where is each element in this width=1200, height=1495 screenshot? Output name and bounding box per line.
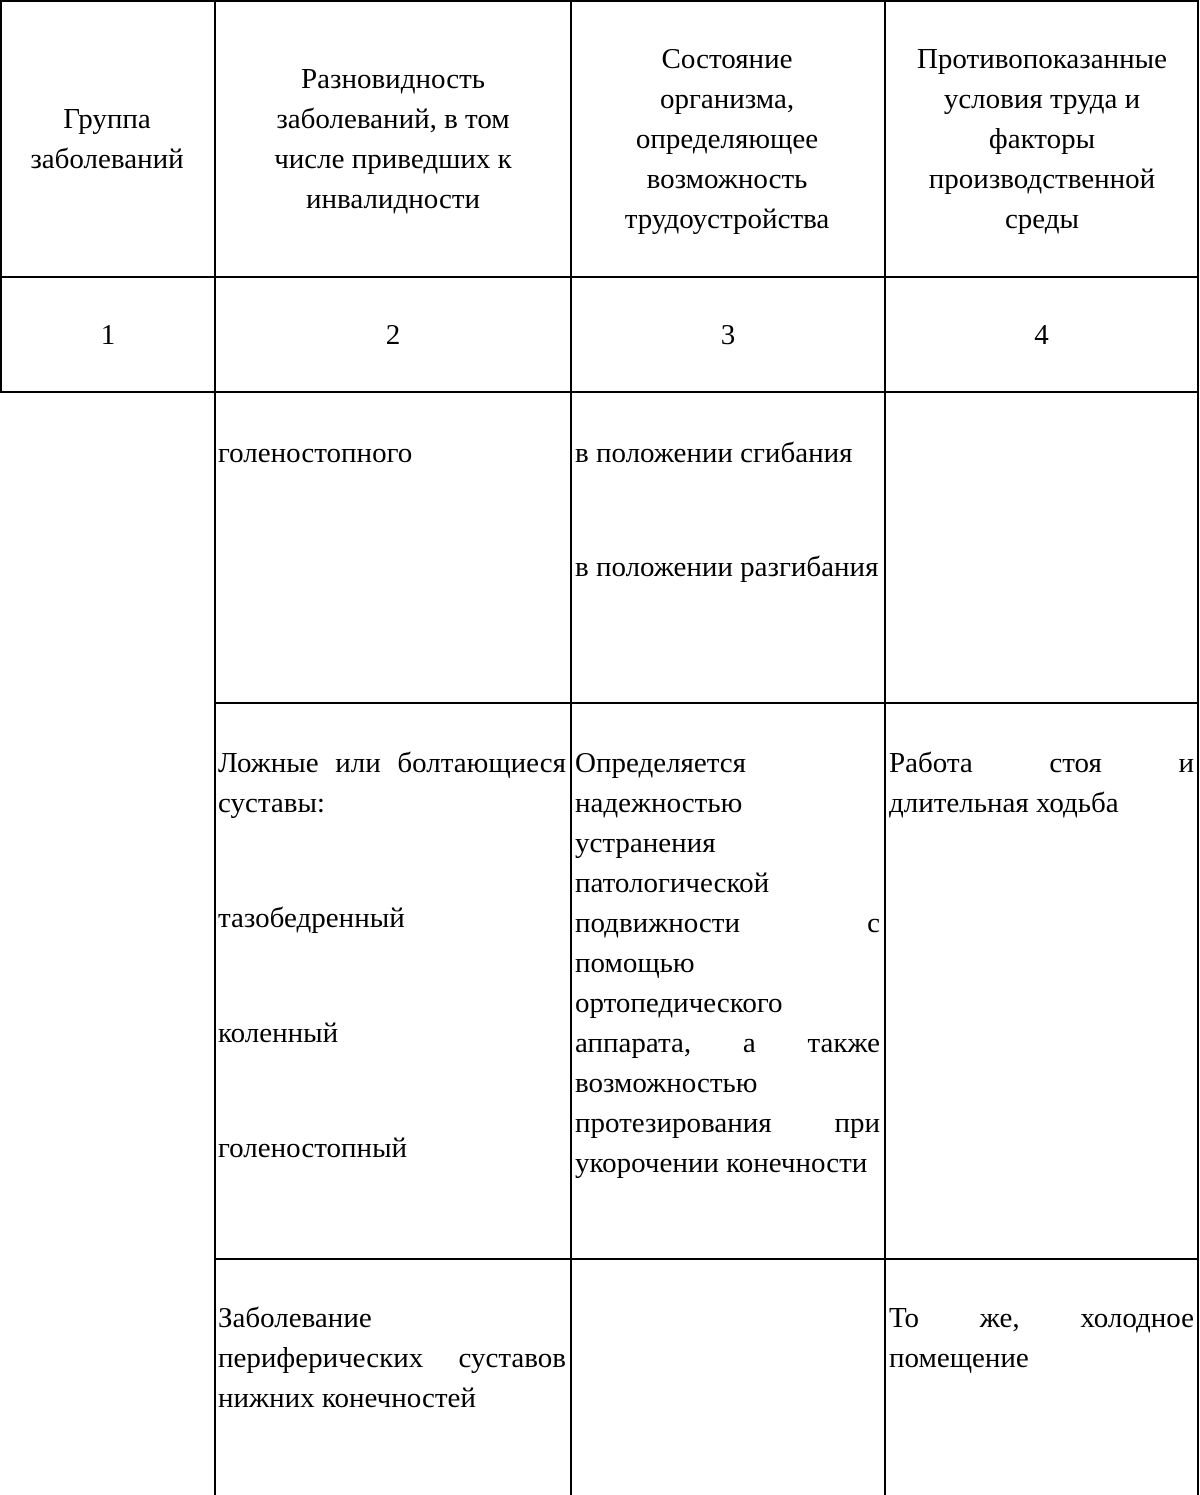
column-number-4: 4 bbox=[1034, 318, 1049, 351]
row2-contraindications-text: Работа стоя и длительная ходьба bbox=[889, 747, 1194, 819]
row1-variety-cell bbox=[218, 433, 566, 473]
column-divider-1 bbox=[214, 0, 216, 1495]
column-number-3: 3 bbox=[720, 318, 736, 351]
header-cell-condition bbox=[592, 2, 862, 276]
column-divider-3 bbox=[884, 0, 886, 1495]
header-cell-contraindications bbox=[892, 2, 1192, 276]
column-number-1: 1 bbox=[100, 318, 116, 351]
header-group-text: Группа заболеваний bbox=[30, 103, 184, 175]
row3-contraindications-cell bbox=[889, 1298, 1194, 1378]
column-number-2: 2 bbox=[385, 318, 401, 351]
row2-contraindications-cell bbox=[889, 743, 1194, 823]
header-cell-variety bbox=[240, 2, 546, 276]
row2-condition-text: Определяется надежностью устранения патологической подвижности с помощью ортопедического аппарата, а также возможностью протезирования при укорочении конечности bbox=[575, 747, 880, 1179]
number-cell-3 bbox=[572, 278, 884, 391]
row2-variety-cell bbox=[218, 743, 566, 1168]
row2-variety-knee: коленный bbox=[218, 1017, 339, 1049]
header-variety-text: Разновидность заболеваний, в том числе приведших к инвалидности bbox=[274, 63, 512, 215]
row3-contraindications-text: То же, холодное помещение bbox=[889, 1302, 1194, 1374]
header-cell-group bbox=[8, 2, 206, 276]
row1-variety-text: голеностопного bbox=[218, 437, 413, 469]
row-divider-1 bbox=[214, 702, 1199, 704]
row1-condition-cell bbox=[575, 433, 880, 587]
header-condition-text: Состояние организма, определяющее возможность трудоустройства bbox=[624, 43, 830, 235]
row1-condition-flexion: в положении сгибания bbox=[575, 437, 853, 469]
table-border-right bbox=[1197, 0, 1199, 1495]
number-cell-4 bbox=[886, 278, 1197, 391]
row3-variety-text: Заболевание периферических суставов нижних конечностей bbox=[218, 1302, 566, 1414]
row2-variety-heading: Ложные или болтающиеся суставы: bbox=[218, 747, 566, 819]
header-contraindications-text: Противопоказанные условия труда и факторы производственной среды bbox=[916, 43, 1167, 235]
row-divider-2 bbox=[214, 1258, 1199, 1260]
row2-variety-ankle: голеностопный bbox=[218, 1132, 408, 1164]
column-divider-2 bbox=[570, 0, 572, 1495]
row2-condition-cell bbox=[575, 743, 880, 1183]
number-cell-2 bbox=[216, 278, 570, 391]
row1-condition-extension: в положении разгибания bbox=[575, 551, 879, 583]
number-cell-1 bbox=[2, 278, 214, 391]
row2-variety-hip: тазобедренный bbox=[218, 902, 405, 934]
row3-variety-cell bbox=[218, 1298, 566, 1418]
numbers-bottom-line bbox=[0, 391, 1199, 393]
